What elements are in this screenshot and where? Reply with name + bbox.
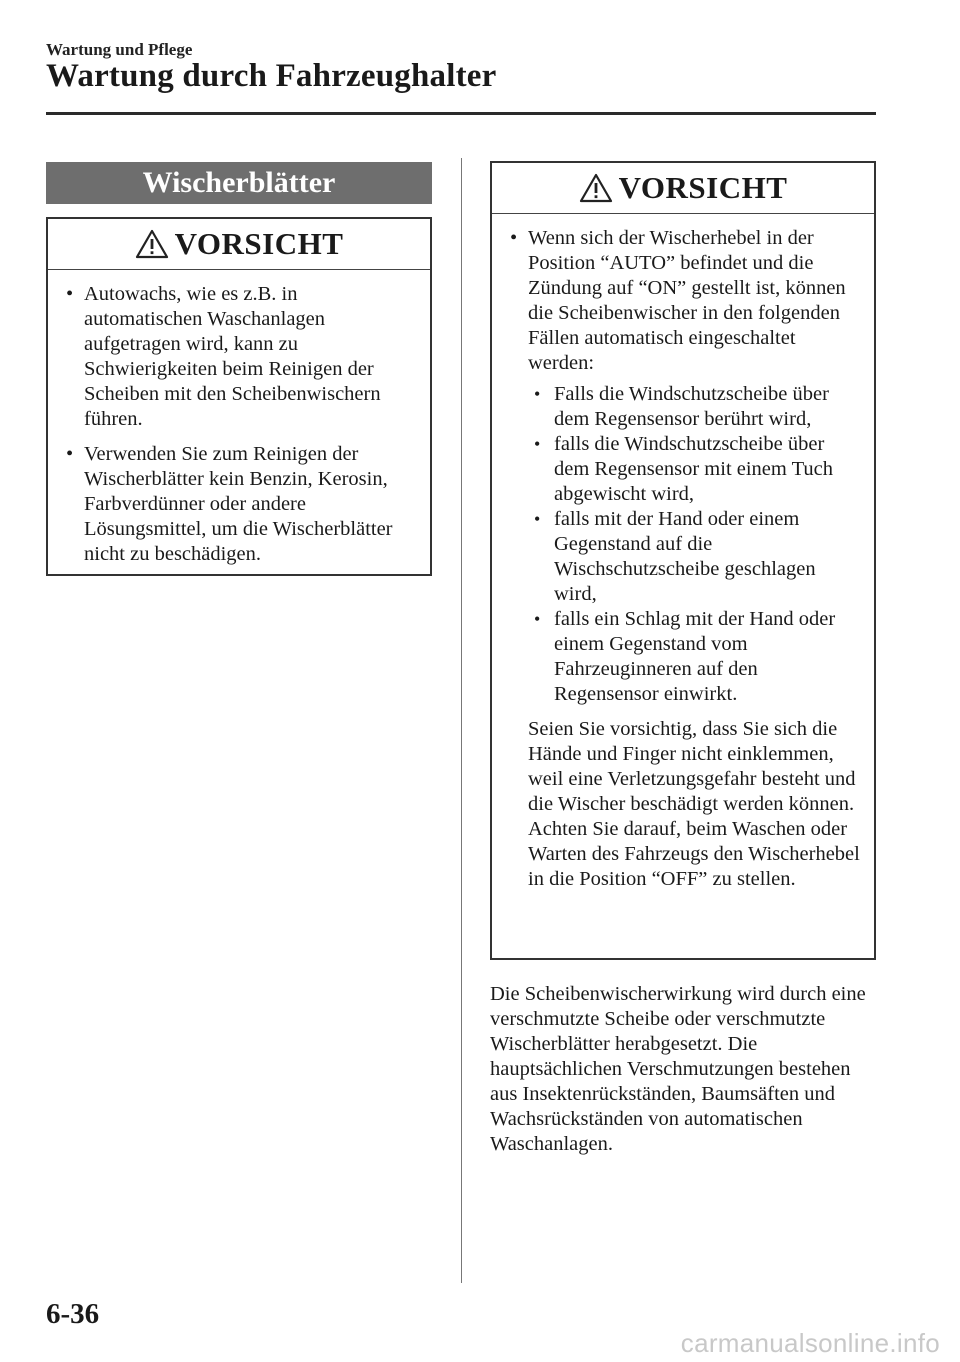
caution-body	[492, 214, 874, 892]
sub-list	[528, 382, 862, 707]
page-number: 6-36	[46, 1298, 100, 1330]
sub-dot: •	[534, 384, 541, 404]
sub-dot: •	[534, 434, 541, 454]
caution-title: VORSICHT	[618, 170, 788, 205]
sub-item	[528, 382, 862, 432]
bullet-dot: •	[66, 443, 74, 465]
sub-dot: •	[534, 509, 541, 529]
bullet-text: Autowachs, wie es z.B. in automatischen Waschanlagen aufgetragen wird, kann zu Schwierigkeiten beim Reinigen der Scheiben mit den Scheibenwischern führen.	[84, 283, 381, 430]
caution-box-right	[490, 161, 876, 960]
caution-bullet	[48, 282, 418, 432]
sub-item-text: falls mit der Hand oder einem Gegenstand auf die Wischschutzscheibe geschlagen wird,	[554, 508, 816, 605]
sub-item	[528, 607, 862, 707]
section-title: Wischerblätter	[142, 166, 336, 199]
bullet-text: Verwenden Sie zum Reinigen der Wischerblätter kein Benzin, Kerosin, Farbverdünner oder andere Lösungsmittel, um die Wischerblätter nicht zu beschädigen.	[84, 443, 393, 565]
sub-item-text: falls die Windschutzscheibe über dem Regensensor mit einem Tuch abgewischt wird,	[554, 433, 834, 505]
caution-bullet	[48, 442, 418, 567]
sub-item-text: falls ein Schlag mit der Hand oder einem Gegenstand vom Fahrzeuginneren auf den Regensensor einwirkt.	[554, 608, 836, 705]
title-rule	[46, 112, 876, 115]
sub-item	[528, 432, 862, 507]
caution-body	[48, 270, 430, 567]
caution-title: VORSICHT	[174, 226, 344, 261]
sub-item	[528, 507, 862, 607]
warning-triangle-icon	[135, 229, 169, 259]
caution-header	[48, 219, 430, 270]
bullet-dot: •	[510, 227, 518, 249]
caution-bullet	[492, 226, 862, 707]
sub-dot: •	[534, 609, 541, 629]
page-title: Wartung durch Fahrzeughalter	[46, 58, 497, 94]
warning-triangle-icon	[579, 173, 613, 203]
breadcrumb: Wartung und Pflege	[46, 40, 193, 59]
caution-box-left	[46, 217, 432, 576]
body-paragraph: Die Scheibenwischerwirkung wird durch eine verschmutzte Scheibe oder verschmutzte Wischerblätter herabgesetzt. Die hauptsächlichen Verschmutzungen bestehen aus Insektenrückständen, Baumsäften und Wachsrückständen von automatischen Waschanlagen.	[490, 983, 866, 1155]
column-divider	[461, 158, 462, 1283]
watermark: carmanualsonline.info	[680, 1328, 940, 1358]
caution-header	[492, 163, 874, 214]
section-header	[46, 162, 432, 204]
bullet-text: Wenn sich der Wischerhebel in der Position “AUTO” befindet und die Zündung auf “ON” gestellt ist, können die Scheibenwischer in den folgenden Fällen automatisch eingeschaltet werden:	[528, 227, 846, 374]
sub-item-text: Falls die Windschutzscheibe über dem Regensensor berührt wird,	[554, 383, 829, 430]
bullet-dot: •	[66, 283, 74, 305]
caution-note: Seien Sie vorsichtig, dass Sie sich die Hände und Finger nicht einklemmen, weil eine Verletzungsgefahr besteht und die Wischer beschädigt werden können. Achten Sie darauf, beim Waschen oder Warten des Fahrzeugs den Wischerhebel in die Position “OFF” zu stellen.	[528, 718, 860, 890]
